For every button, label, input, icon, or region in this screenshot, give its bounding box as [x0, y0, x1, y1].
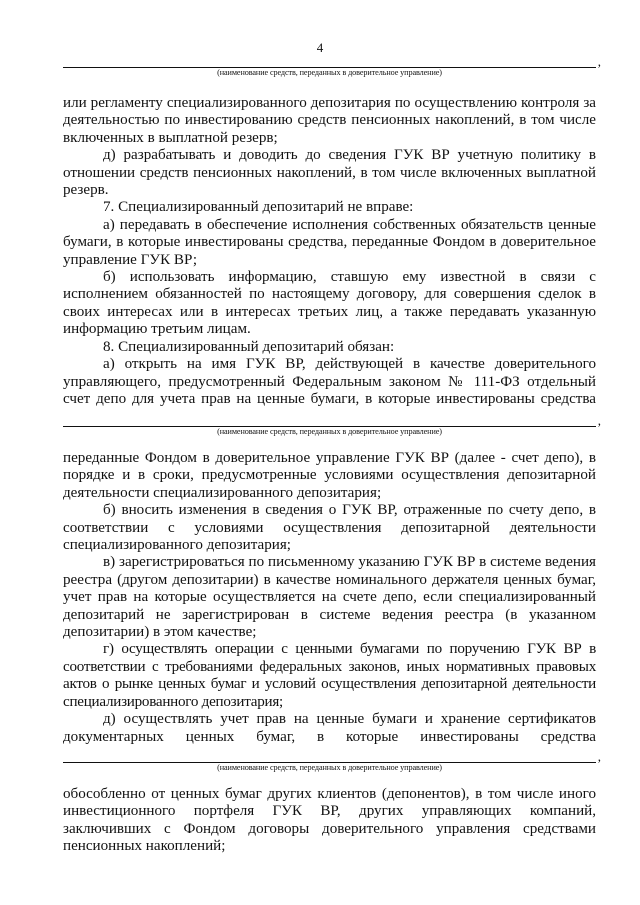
text-block-2 [63, 450, 596, 746]
paragraph-item-a: а) передавать в обеспечение исполнения собственных обязательств ценные бумаги, в которые инвестированы средства, переданные Фондом в доверительное управление ГУК ВР; [63, 216, 596, 268]
text-block-1 [63, 95, 596, 408]
fill-line-caption: (наименование средств, переданных в доверительное управление) [217, 68, 442, 77]
fund-name-fill-line [63, 54, 601, 77]
paragraph-item-d-records: д) осуществлять учет прав на ценные бумаги и хранение сертификатов документарных ценных бумаг, в которые инвестированы средства [63, 711, 596, 745]
fill-comma: , [597, 54, 601, 69]
fill-comma: , [597, 749, 601, 764]
paragraph-clause-8: 8. Специализированный депозитарий обязан: [103, 338, 395, 355]
fund-name-fill-line [63, 413, 601, 436]
paragraph-item-a-open-account: а) открыть на имя ГУК ВР, действующей в качестве доверительного управляющего, предусмотренный Федеральным законом № 111-ФЗ отдельный счет депо для учета прав на ценные бумаги, в которые инвестированы средства [63, 356, 596, 407]
fill-comma: , [597, 413, 601, 428]
paragraph-continuation: обособленно от ценных бумаг других клиентов (депонентов), в том числе иного инвестиционного портфеля ГУК ВР, других управляющих компаний, заключивших с Фондом договоры доверительного управления средствами пенсионных накоплений; [63, 786, 596, 855]
paragraph-item-v: в) зарегистрироваться по письменному указанию ГУК ВР в системе ведения реестра (другом депозитарии) в качестве номинального держателя ценных бумаг, учет прав на которые осуществляется на счете депо, если специализированный депозитарий не зарегистрирован в системе ведения реестра (в указанном депозитарии) в этом качестве; [63, 554, 596, 641]
paragraph-item-b: б) использовать информацию, ставшую ему известной в связи с исполнением обязанностей по настоящему договору, для совершения сделок в своих интересах или в интересах третьих лиц, а также передавать указанную информацию третьим лицам. [63, 269, 596, 338]
fill-line-caption: (наименование средств, переданных в доверительное управление) [217, 763, 442, 772]
paragraph-item-d: д) разрабатывать и доводить до сведения ГУК ВР учетную политику в отношении средств пенсионных накоплений, в том числе включенных выплатной резерв. [63, 147, 596, 199]
fill-line-caption: (наименование средств, переданных в доверительное управление) [217, 427, 442, 436]
paragraph-continuation: или регламенту специализированного депозитария по осуществлению контроля за деятельностью по инвестированию средств пенсионных накоплений, в том числе включенных в выплатной резерв; [63, 95, 596, 146]
paragraph-item-b-changes: б) вносить изменения в сведения о ГУК ВР, отраженные по счету депо, в соответствии с условиями осуществления депозитарной деятельности специализированного депозитария; [63, 502, 596, 554]
paragraph-item-g: г) осуществлять операции с ценными бумагами по поручению ГУК ВР в соответствии с требованиями федеральных законов, иных нормативных правовых актов о рынке ценных бумаг и условий осуществления депозитарной деятельности специализированного депозитария; [63, 641, 596, 710]
page-number: 4 [316, 40, 324, 55]
paragraph-continuation: переданные Фондом в доверительное управление ГУК ВР (далее - счет депо), в порядке и в сроки, предусмотренные условиями осуществления депозитарной деятельности специализированного депозитария; [63, 450, 596, 501]
fund-name-fill-line [63, 749, 601, 772]
text-block-3 [63, 786, 596, 856]
paragraph-clause-7: 7. Специализированный депозитарий не вправе: [103, 199, 414, 216]
